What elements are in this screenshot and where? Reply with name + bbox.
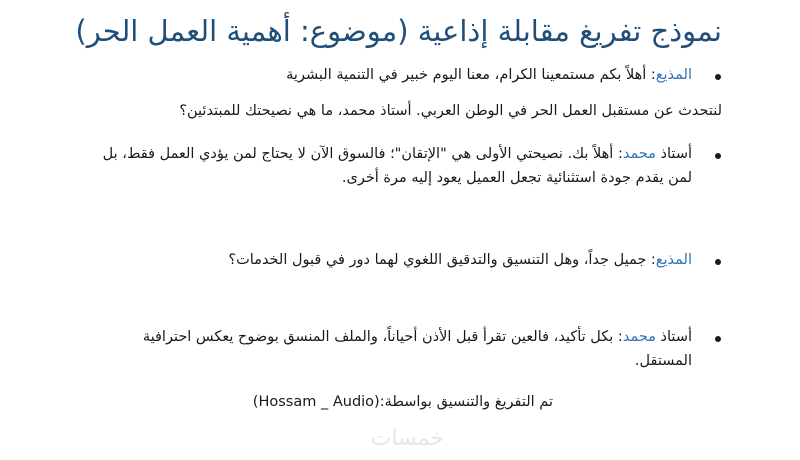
speaker-label: المذيع — [655, 252, 692, 268]
bullet-text: : جميل جداً، وهل التنسيق والتدقيق اللغوي لهما دور في قبول الخدمات؟ — [228, 252, 656, 268]
bullet-text: : بكل تأكيد، فالعين تقرأ قبل الأذن أحياناً، والملف المنسق بوضوح يعكس احترافية المستقل. — [142, 329, 692, 369]
watermark-logo: خمسات — [370, 426, 444, 451]
bullet-dot — [715, 153, 721, 159]
bullet-dot — [715, 74, 721, 80]
speaker-label: المذيع — [655, 67, 692, 83]
speaker-prefix: أستاذ — [655, 329, 692, 345]
bullet-item-host-intro — [92, 64, 692, 88]
speaker-label: محمد — [622, 146, 656, 162]
bullet-item-host-question — [92, 249, 692, 273]
speaker-label: محمد — [622, 329, 656, 345]
question-paragraph: لنتحدث عن مستقبل العمل الحر في الوطن العربي. أستاذ محمد، ما هي نصيحتك للمبتدئين؟ — [179, 103, 722, 119]
bullet-text: : أهلاً بكم مستمعينا الكرام، معنا اليوم خبير في التنمية البشرية — [286, 67, 656, 83]
page-title: نموذج تفريغ مقابلة إذاعية (موضوع: أهمية العمل الحر) — [75, 14, 722, 48]
bullet-item-guest-answer-1 — [92, 143, 692, 191]
bullet-dot — [715, 336, 721, 342]
bullet-text: : أهلاً بك. نصيحتي الأولى هي "الإتقان"؛ فالسوق الآن لا يحتاج لمن يؤدي العمل فقط، بل لمن يقدم جودة استثنائية تجعل العميل يعود إليه مرة أخرى. — [102, 146, 692, 186]
speaker-prefix: أستاذ — [655, 146, 692, 162]
bullet-item-guest-answer-2 — [92, 326, 692, 374]
bullet-dot — [715, 259, 721, 265]
credit-line: تم التفريغ والتنسيق بواسطة:(Hossam _ Audio) — [252, 394, 553, 410]
